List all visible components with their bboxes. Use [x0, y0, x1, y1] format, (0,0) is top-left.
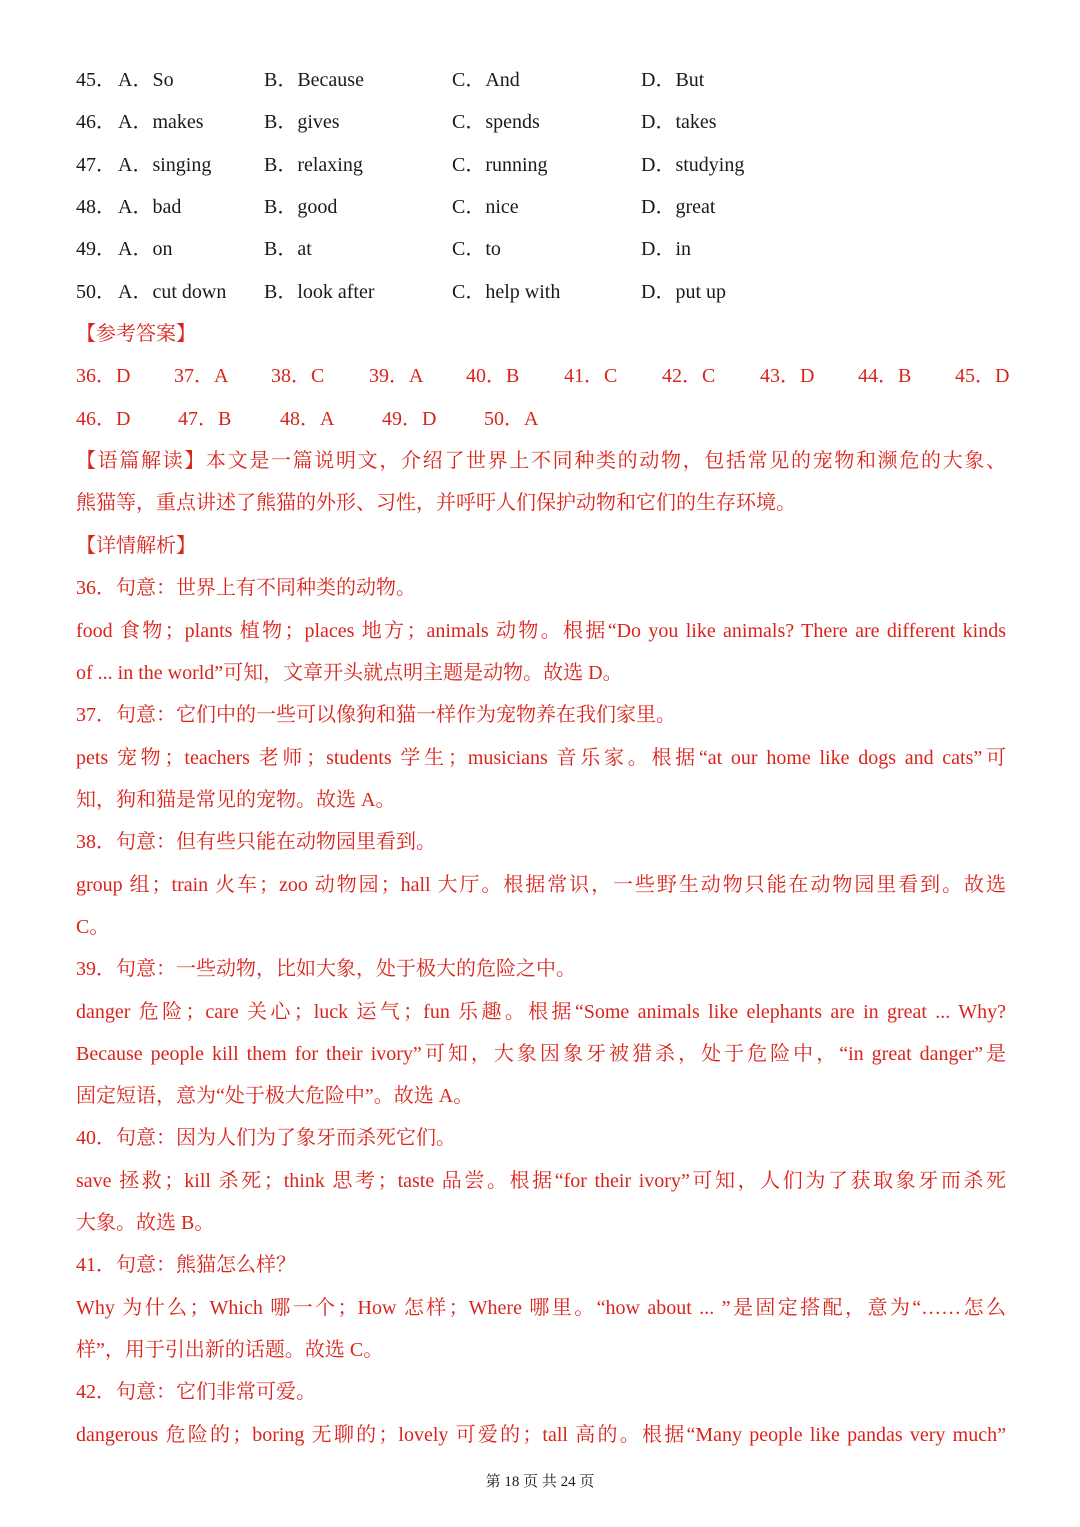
- analysis-q40-body: 大象。故选 B。: [76, 1212, 215, 1234]
- option-c: C．to: [452, 238, 501, 260]
- analysis-q37-body: pets 宠物；teachers 老师；students 学生；musicians 音乐家。根据“at our home like dogs and cats”可: [76, 747, 1006, 769]
- question-50-options: [0, 277, 1080, 307]
- option-d: D．studying: [641, 154, 745, 176]
- analysis-q37-body: 知，狗和猫是常见的宠物。故选 A。: [76, 789, 396, 811]
- answer-heading: 【参考答案】: [76, 323, 196, 345]
- question-45-options: [0, 65, 1080, 95]
- option-b: B．Because: [264, 69, 364, 91]
- answer-item: 42．C: [662, 365, 716, 387]
- analysis-q39-body: 固定短语，意为“处于极大危险中”。故选 A。: [76, 1085, 474, 1107]
- page-footer: 第 18 页 共 24 页: [485, 1474, 595, 1490]
- question-number: 50．: [76, 281, 116, 303]
- option-a: A．cut down: [118, 281, 227, 303]
- analysis-q39-body: danger 危险；care 关心；luck 运气；fun 乐趣。根据“Some animals like elephants are in great ... Why?: [76, 1001, 1006, 1023]
- answer-item: 36．D: [76, 365, 131, 387]
- option-b: B．at: [264, 238, 312, 260]
- answer-item: 49．D: [382, 408, 437, 430]
- answer-item: 44．B: [858, 365, 912, 387]
- analysis-q41-body: 样”，用于引出新的话题。故选 C。: [76, 1339, 384, 1361]
- question-49-options: [0, 234, 1080, 264]
- answer-item: 47．B: [178, 408, 232, 430]
- option-a: A．on: [118, 238, 173, 260]
- analysis-q39-title: 39．句意：一些动物，比如大象，处于极大的危险之中。: [76, 958, 576, 980]
- analysis-q42-body: dangerous 危险的；boring 无聊的；lovely 可爱的；tall 高的。根据“Many people like pandas very much”: [76, 1424, 1006, 1446]
- answer-item: 43．D: [760, 365, 815, 387]
- option-a: A．makes: [118, 111, 204, 133]
- reading-summary-line-1: [76, 446, 1006, 476]
- answer-item: 45．D: [955, 365, 1010, 387]
- analysis-q36-body: of ... in the world”可知，文章开头就点明主题是动物。故选 D。: [76, 662, 623, 684]
- analysis-q38-title: 38．句意：但有些只能在动物园里看到。: [76, 831, 436, 853]
- analysis-q42-title: 42．句意：它们非常可爱。: [76, 1381, 316, 1403]
- option-c: C．nice: [452, 196, 519, 218]
- option-d: D．put up: [641, 281, 726, 303]
- answer-item: 41．C: [564, 365, 618, 387]
- analysis-q36-title: 36．句意：世界上有不同种类的动物。: [76, 577, 416, 599]
- reading-label: 【语篇解读】: [76, 450, 206, 472]
- option-c: C．spends: [452, 111, 540, 133]
- analysis-q40-title: 40．句意：因为人们为了象牙而杀死它们。: [76, 1127, 456, 1149]
- answer-item: 48．A: [280, 408, 335, 430]
- analysis-q41-title: 41．句意：熊猫怎么样？: [76, 1254, 296, 1276]
- question-number: 46．: [76, 111, 116, 133]
- analysis-q38-body: group 组；train 火车；zoo 动物园；hall 大厅。根据常识，一些野生动物只能在动物园里看到。故选: [76, 874, 1006, 896]
- option-b: B．relaxing: [264, 154, 363, 176]
- option-d: D．great: [641, 196, 716, 218]
- analysis-q38-body: C。: [76, 916, 110, 938]
- analysis-q40-body: save 拯救；kill 杀死；think 思考；taste 品尝。根据“for their ivory”可知，人们为了获取象牙而杀死: [76, 1170, 1006, 1192]
- option-b: B．good: [264, 196, 338, 218]
- question-46-options: [0, 107, 1080, 137]
- answer-item: 39．A: [369, 365, 424, 387]
- option-d: D．in: [641, 238, 691, 260]
- answer-item: 46．D: [76, 408, 131, 430]
- question-number: 47．: [76, 154, 116, 176]
- analysis-q39-body: Because people kill them for their ivory”可知，大象因象牙被猎杀，处于危险中，“in great danger”是: [76, 1043, 1006, 1065]
- option-a: A．singing: [118, 154, 212, 176]
- option-c: C．help with: [452, 281, 561, 303]
- question-number: 45．: [76, 69, 116, 91]
- option-c: C．running: [452, 154, 548, 176]
- analysis-heading: 【详情解析】: [76, 535, 196, 557]
- answer-item: 38．C: [271, 365, 325, 387]
- question-47-options: [0, 150, 1080, 180]
- option-d: D．takes: [641, 111, 717, 133]
- option-d: D．But: [641, 69, 705, 91]
- answers-row-2: [0, 404, 1080, 434]
- reading-text: 本文是一篇说明文，介绍了世界上不同种类的动物，包括常见的宠物和濒危的大象、: [206, 450, 1006, 472]
- reading-summary-line-2: 熊猫等，重点讲述了熊猫的外形、习性，并呼吁人们保护动物和它们的生存环境。: [76, 492, 796, 514]
- option-a: A．bad: [118, 196, 182, 218]
- answer-item: 50．A: [484, 408, 539, 430]
- answer-item: 37．A: [174, 365, 229, 387]
- question-number: 49．: [76, 238, 116, 260]
- option-a: A．So: [118, 69, 174, 91]
- answer-item: 40．B: [466, 365, 520, 387]
- question-48-options: [0, 192, 1080, 222]
- analysis-q36-body: food 食物；plants 植物；places 地方；animals 动物。根据“Do you like animals? There are different kinds: [76, 620, 1006, 642]
- analysis-q37-title: 37．句意：它们中的一些可以像狗和猫一样作为宠物养在我们家里。: [76, 704, 676, 726]
- option-c: C．And: [452, 69, 520, 91]
- analysis-q41-body: Why 为什么；Which 哪一个；How 怎样；Where 哪里。“how about ... ”是固定搭配，意为“……怎么: [76, 1297, 1006, 1319]
- question-number: 48．: [76, 196, 116, 218]
- answers-row-1: [0, 361, 1080, 391]
- option-b: B．gives: [264, 111, 340, 133]
- option-b: B．look after: [264, 281, 375, 303]
